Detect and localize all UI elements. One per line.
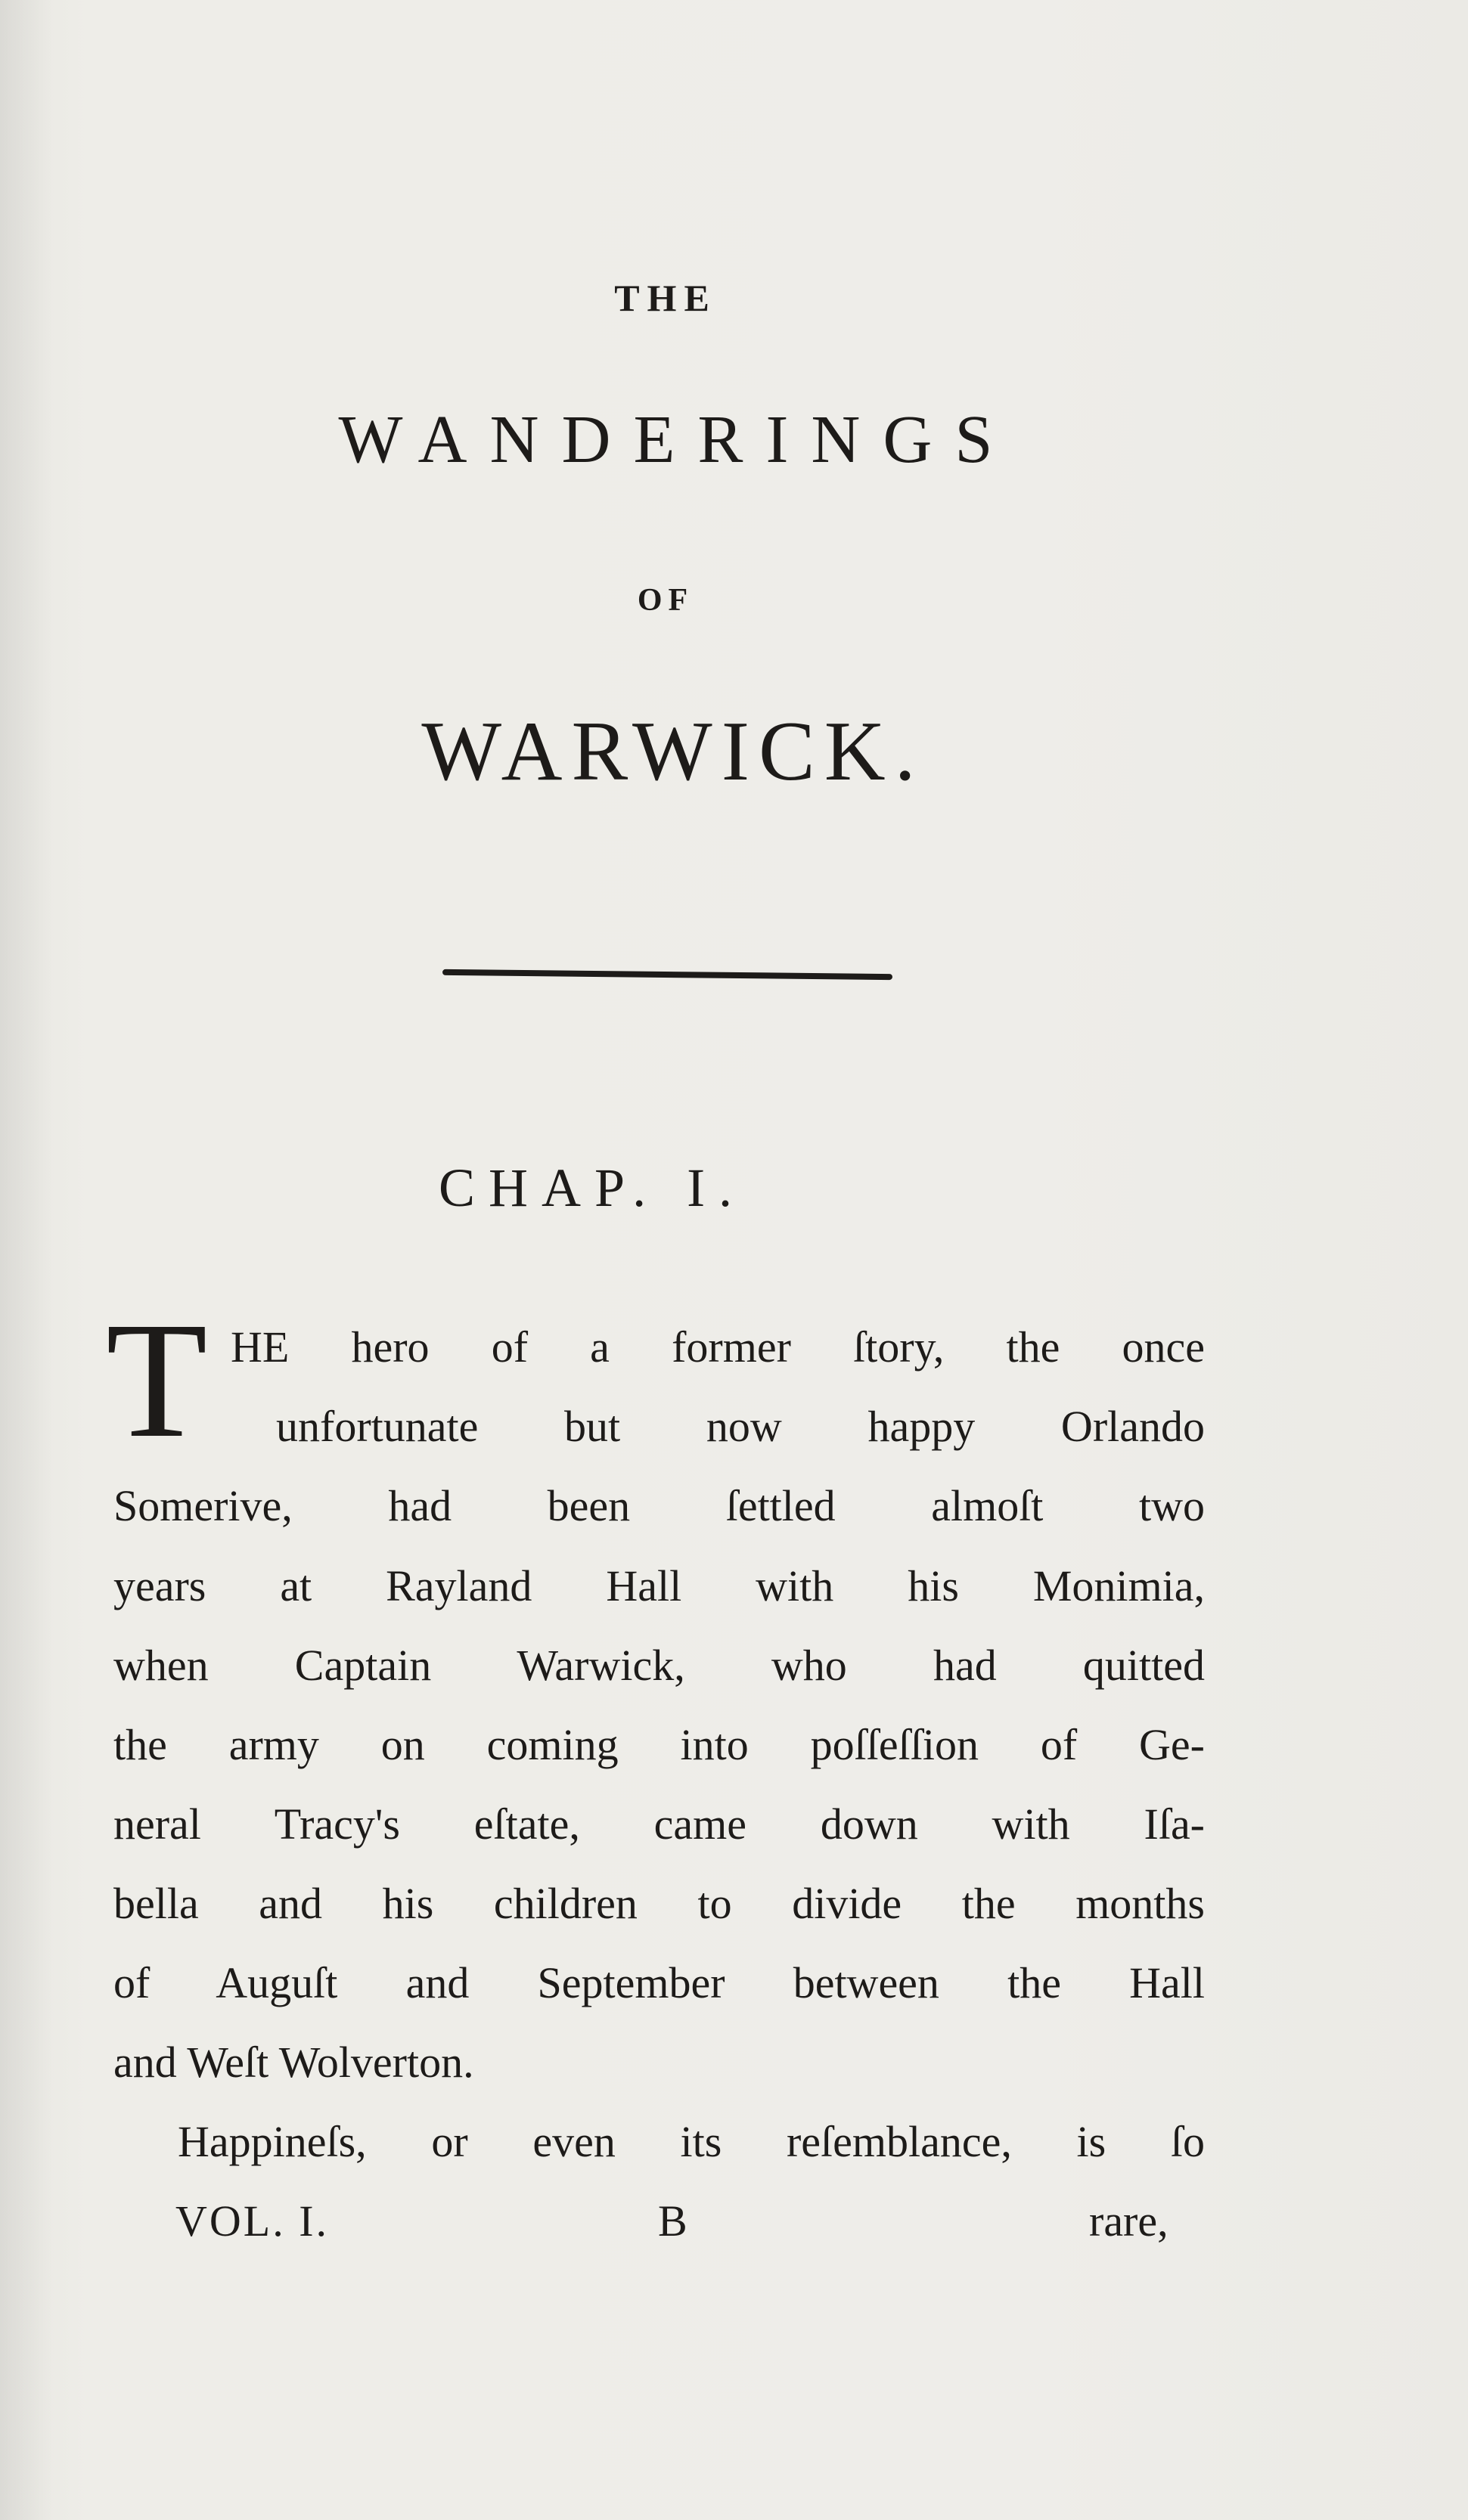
text-line: HE hero of a former ſtory, the once xyxy=(231,1322,1205,1372)
volume-label: VOL. I. xyxy=(175,2196,330,2246)
chapter-heading: CHAP. I. xyxy=(439,1158,746,1218)
text-line: and Weſt Wolverton. xyxy=(113,2038,474,2087)
title-main: WANDERINGS xyxy=(338,402,1016,477)
text-line: neral Tracy's eſtate, came down with Iſa- xyxy=(113,1799,1205,1849)
title-the: THE xyxy=(614,277,717,319)
title-warwick: WARWICK. xyxy=(421,705,925,798)
text-line: Somerive, had been ſettled almoſt two xyxy=(113,1481,1205,1530)
signature-mark: B xyxy=(658,2196,687,2246)
text-line: Happineſs, or even its reſemblance, is ſo xyxy=(178,2117,1205,2166)
text-line: the army on coming into poſſeſſion of Ge- xyxy=(113,1720,1205,1769)
text-line: when Captain Warwick, who had quitted xyxy=(113,1641,1205,1690)
text-line: years at Rayland Hall with his Monimia, xyxy=(113,1561,1205,1610)
text-line: of Auguſt and September between the Hall xyxy=(113,1958,1205,2007)
catchword: rare, xyxy=(1089,2196,1169,2246)
decorative-rule xyxy=(442,969,892,980)
page-gutter-shadow xyxy=(0,0,53,2520)
text-line: unfortunate but now happy Orlando xyxy=(276,1402,1205,1451)
text-line: bella and his children to divide the months xyxy=(113,1879,1205,1928)
drop-cap: T xyxy=(106,1288,208,1472)
title-of: OF xyxy=(637,583,694,618)
